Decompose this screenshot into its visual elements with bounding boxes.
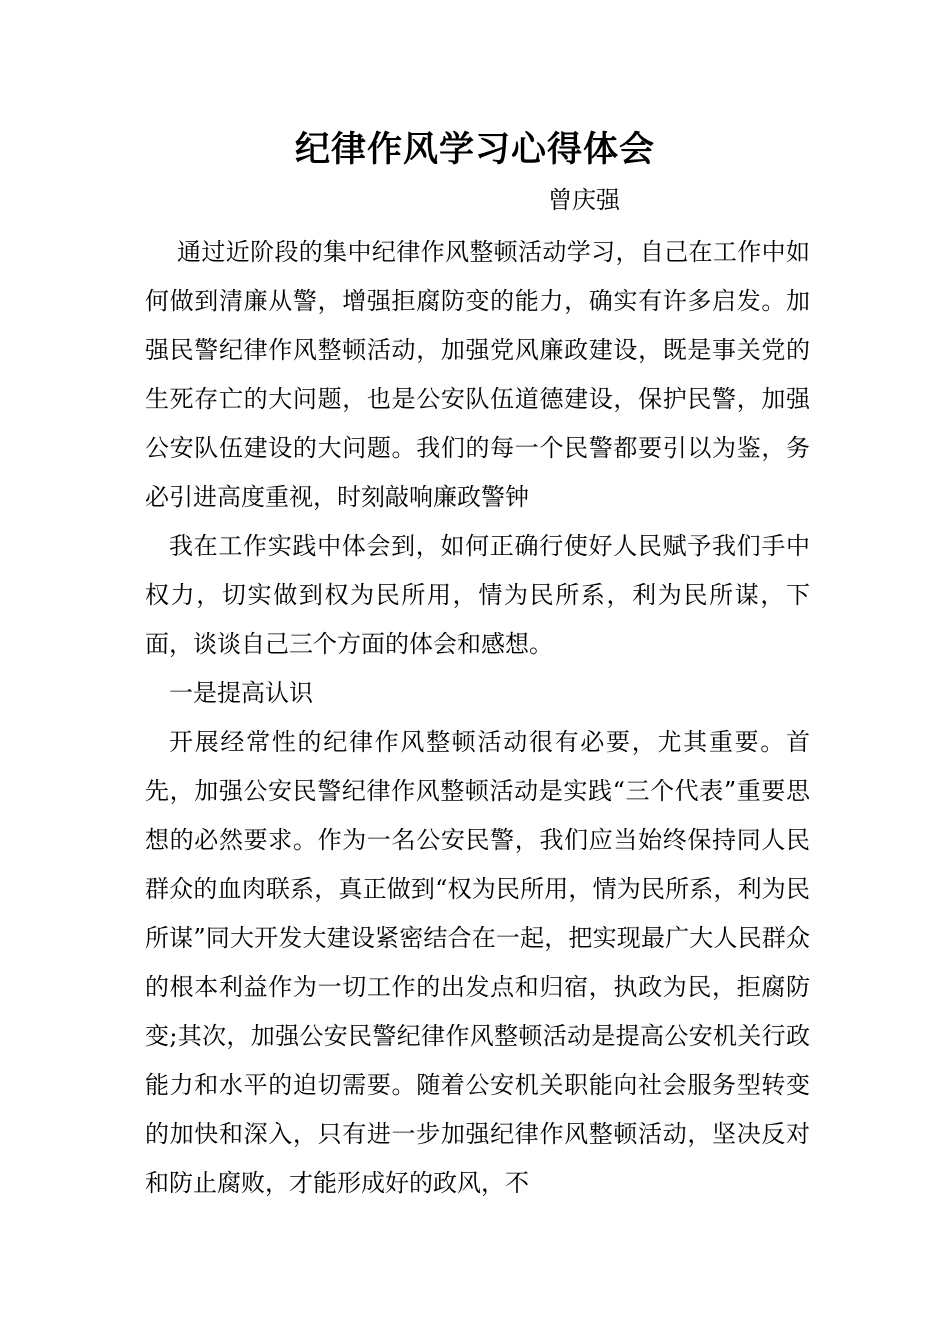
- document-body: [145, 228, 810, 1208]
- document-title: 纪律作风学习心得体会: [294, 129, 655, 170]
- paragraph-awareness: 开展经常性的纪律作风整顿活动很有必要，尤其重要。首先，加强公安民警纪律作风整顿活动是实践“三个代表”重要思想的必然要求。作为一名公安民警，我们应当始终保持同人民群众的血肉联系，真正做到“权为民所用，情为民所系，利为民所谋”同大开发大建设紧密结合在一起，把实现最广大人民群众的根本利益作为一切工作的出发点和归宿，执政为民，拒腐防变;其次，加强公安民警纪律作风整顿活动是提高公安机关行政能力和水平的迫切需要。随着公安机关职能向社会服务型转变的加快和深入，只有进一步加强纪律作风整顿活动，坚决反对和防止腐败，才能形成好的政风，不: [145, 728, 810, 1197]
- document-author: 曾庆强: [548, 186, 620, 214]
- paragraph-practice: 我在工作实践中体会到，如何正确行使好人民赋予我们手中权力，切实做到权为民所用，情为民所系，利为民所谋，下面，谈谈自己三个方面的体会和感想。: [145, 532, 810, 658]
- paragraph-intro: 通过近阶段的集中纪律作风整顿活动学习，自己在工作中如何做到清廉从警，增强拒腐防变的能力，确实有许多启发。加强民警纪律作风整顿活动，加强党风廉政建设，既是事关党的生死存亡的大问题，也是公安队伍道德建设，保护民警，加强公安队伍建设的大问题。我们的每一个民警都要引以为鉴，务必引进高度重视，时刻敲响廉政警钟: [145, 238, 810, 511]
- section-heading: 一是提高认识: [169, 679, 313, 707]
